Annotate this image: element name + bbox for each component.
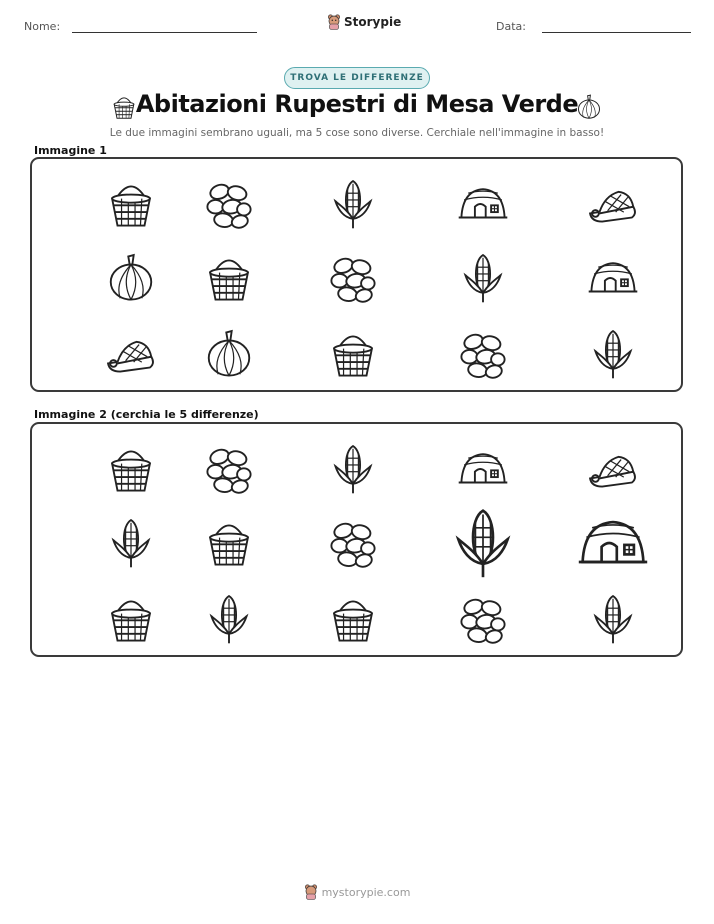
activity-tag: TROVA LE DIFFERENZE: [284, 67, 430, 89]
brand-logo: [327, 14, 401, 30]
basket-icon[interactable]: [104, 442, 158, 496]
beans-icon[interactable]: [456, 592, 510, 646]
basket-icon[interactable]: [202, 516, 256, 570]
beans-icon: [202, 177, 256, 231]
corn-icon[interactable]: [202, 592, 256, 646]
corn-icon: [326, 177, 380, 231]
bear-mascot-icon: [327, 14, 341, 30]
date-line[interactable]: [542, 32, 691, 33]
panel2-label: Immagine 2 (cerchia le 5 differenze): [34, 408, 259, 421]
instructions: Le due immagini sembrano uguali, ma 5 cose sono diverse. Cerchiale nell'immagine in basso!: [109, 127, 605, 139]
beans-icon: [326, 251, 380, 305]
corn-icon[interactable]: [586, 592, 640, 646]
pumpkin-icon: [575, 92, 603, 126]
sandal-icon: [104, 327, 158, 381]
beans-icon: [456, 327, 510, 381]
footer: [0, 884, 714, 900]
dwelling-icon: [586, 251, 640, 305]
pumpkin-icon: [104, 251, 158, 305]
image-panel-2[interactable]: [30, 422, 683, 657]
date-label: Data:: [496, 20, 526, 33]
name-line[interactable]: [72, 32, 257, 33]
basket-icon[interactable]: [104, 592, 158, 646]
panel1-label: Immagine 1: [34, 144, 107, 157]
basket-icon: [104, 177, 158, 231]
corn-icon[interactable]: [104, 516, 158, 570]
brand-name: Storypie: [344, 15, 402, 29]
corn-icon: [586, 327, 640, 381]
name-label: Nome:: [24, 20, 61, 33]
sandal-icon[interactable]: [586, 442, 640, 496]
bear-mascot-icon: [304, 884, 318, 900]
corn-icon: [456, 251, 510, 305]
dwelling-icon[interactable]: [575, 505, 651, 581]
beans-icon[interactable]: [202, 442, 256, 496]
basket-icon: [326, 327, 380, 381]
dwelling-icon[interactable]: [456, 442, 510, 496]
basket-icon[interactable]: [326, 592, 380, 646]
dwelling-icon: [456, 177, 510, 231]
image-panel-1: [30, 157, 683, 392]
page-title: Abitazioni Rupestri di Mesa Verde: [135, 90, 579, 118]
corn-icon[interactable]: [445, 505, 521, 581]
basket-icon: [202, 251, 256, 305]
corn-icon[interactable]: [326, 442, 380, 496]
beans-icon[interactable]: [326, 516, 380, 570]
pumpkin-icon: [202, 327, 256, 381]
footer-url: mystorypie.com: [321, 885, 411, 899]
sandal-icon: [586, 177, 640, 231]
